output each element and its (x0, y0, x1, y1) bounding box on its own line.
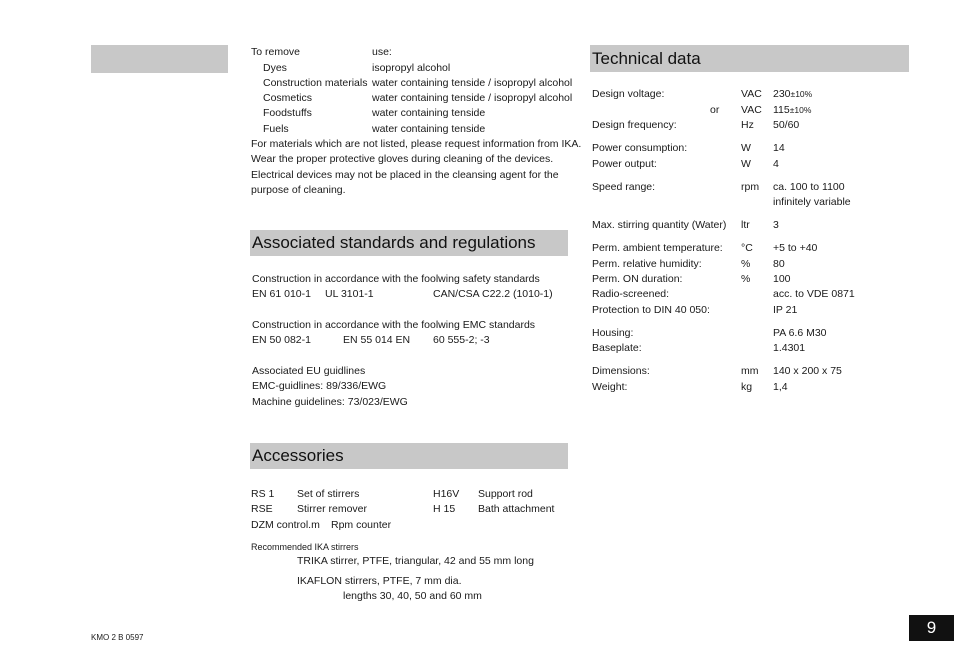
tech-value: acc. to VDE 0871 (773, 288, 855, 300)
eu-machine-guideline: Machine guidelines: 73/023/EWG (252, 396, 408, 408)
emc-standard: EN 50 082-1 (252, 334, 311, 346)
cleaning-agent: water containing tenside (372, 123, 486, 135)
tech-unit: °C (741, 242, 753, 254)
tech-label: Perm. ambient temperature: (592, 242, 723, 254)
tech-value: 1.4301 (773, 342, 806, 354)
safety-standard: EN 61 010-1 (252, 288, 311, 300)
tech-value: +5 to +40 (773, 242, 818, 254)
accessory-code: RS 1 (251, 488, 275, 500)
tech-value: ca. 100 to 1100 (773, 181, 845, 193)
tech-value (773, 87, 812, 101)
cleaning-item: Fuels (263, 123, 289, 135)
standards-heading (250, 230, 568, 256)
tech-label: Baseplate: (592, 342, 642, 354)
accessories-title: Accessories (252, 446, 344, 465)
stirrer-ikaflon: IKAFLON stirrers, PTFE, 7 mm dia. (297, 575, 462, 587)
accessory-desc: Stirrer remover (297, 503, 368, 515)
tech-unit: VAC (741, 88, 762, 100)
tech-unit: ltr (741, 219, 750, 231)
tech-unit: W (741, 158, 751, 170)
page-number-text: 9 (926, 618, 937, 637)
tech-label: Power consumption: (592, 142, 688, 154)
tech-unit: Hz (741, 119, 754, 131)
emc-intro: Construction in accordance with the foolwing EMC standards (252, 319, 536, 331)
voltage-value: 230 (773, 88, 791, 100)
emc-standard: 60 555-2; -3 (433, 334, 490, 346)
stirrer-ikaflon-lengths: lengths 30, 40, 50 and 60 mm (343, 590, 482, 602)
cleaning-header-right: use: (372, 46, 392, 58)
voltage-tolerance: ±10% (790, 89, 813, 99)
emc-standard: EN 55 014 EN (343, 334, 411, 346)
cleaning-agent: isopropyl alcohol (372, 62, 451, 74)
accessory-desc: Bath attachment (478, 503, 555, 515)
cleaning-header-left: To remove (251, 46, 301, 58)
tech-label: Perm. relative humidity: (592, 258, 702, 270)
tech-label: Speed range: (592, 181, 656, 193)
tech-unit: % (741, 258, 751, 270)
technical-heading (590, 45, 909, 72)
left-margin-bar (91, 45, 228, 73)
eu-emc-guideline: EMC-guidlines: 89/336/EWG (252, 380, 387, 392)
tech-unit: % (741, 273, 751, 285)
tech-value: 50/60 (773, 119, 800, 131)
standards-title: Associated standards and regulations (252, 233, 536, 252)
tech-value: 140 x 200 x 75 (773, 365, 842, 377)
cleaning-agent: water containing tenside (372, 107, 486, 119)
tech-label: Protection to DIN 40 050: (592, 304, 710, 316)
accessory-code: H16V (433, 488, 460, 500)
tech-value: 1,4 (773, 381, 788, 393)
accessory-code: DZM control.m (251, 519, 320, 531)
voltage-value: 115 (773, 104, 790, 116)
cleaning-item: Cosmetics (263, 92, 313, 104)
tech-value: IP 21 (773, 304, 798, 316)
cleaning-agent: water containing tenside / isopropyl alcohol (372, 92, 573, 104)
accessory-code: H 15 (433, 503, 456, 515)
cleaning-item: Dyes (263, 62, 287, 74)
tech-label: Design frequency: (592, 119, 677, 131)
tech-label: Dimensions: (592, 365, 650, 377)
tech-label: Weight: (592, 381, 628, 393)
tech-unit: W (741, 142, 751, 154)
tech-label: Radio-screened: (592, 288, 670, 300)
tech-value: 80 (773, 258, 785, 270)
safety-intro: Construction in accordance with the foolwing safety standards (252, 273, 540, 285)
safety-standard: UL 3101-1 (325, 288, 374, 300)
document-code: KMO 2 B 0597 (91, 633, 144, 642)
tech-value: 4 (773, 158, 779, 170)
tech-label: Design voltage: (592, 88, 665, 100)
cleaning-item: Construction materials (263, 77, 368, 89)
page-number (909, 615, 954, 641)
accessory-desc: Rpm counter (331, 519, 392, 531)
cleaning-note: Electrical devices may not be placed in the cleansing agent for the (251, 169, 559, 181)
tech-value: 3 (773, 219, 779, 231)
safety-standard: CAN/CSA C22.2 (1010-1) (433, 288, 553, 300)
cleaning-agent: water containing tenside / isopropyl alcohol (372, 77, 573, 89)
cleaning-note: purpose of cleaning. (251, 184, 346, 196)
tech-unit: mm (741, 365, 759, 377)
accessory-desc: Set of stirrers (297, 488, 360, 500)
recommended-stirrers-title: Recommended IKA stirrers (251, 542, 359, 552)
eu-guidelines-title: Associated EU guidlines (252, 365, 366, 377)
accessory-code: RSE (251, 503, 273, 515)
cleaning-note: Wear the proper protective gloves during cleaning of the devices. (251, 153, 554, 165)
tech-unit: rpm (741, 181, 760, 193)
tech-value (773, 103, 811, 117)
tech-value: infinitely variable (773, 196, 851, 208)
tech-label: Housing: (592, 327, 634, 339)
tech-value: PA 6.6 M30 (773, 327, 827, 339)
tech-value: 100 (773, 273, 791, 285)
tech-value: 14 (773, 142, 785, 154)
accessories-heading (250, 443, 568, 469)
tech-label: Max. stirring quantity (Water) (592, 219, 727, 231)
stirrer-trika: TRIKA stirrer, PTFE, triangular, 42 and 55 mm long (297, 555, 534, 567)
technical-title: Technical data (592, 49, 701, 68)
tech-unit: VAC (741, 104, 762, 116)
accessory-desc: Support rod (478, 488, 533, 500)
cleaning-item: Foodstuffs (263, 107, 312, 119)
tech-unit: kg (741, 381, 753, 393)
tech-label: Power output: (592, 158, 657, 170)
voltage-or: or (710, 104, 720, 116)
tech-label: Perm. ON duration: (592, 273, 683, 285)
voltage-tolerance: ±10% (789, 105, 812, 115)
cleaning-note: For materials which are not listed, please request information from IKA. (251, 138, 582, 150)
